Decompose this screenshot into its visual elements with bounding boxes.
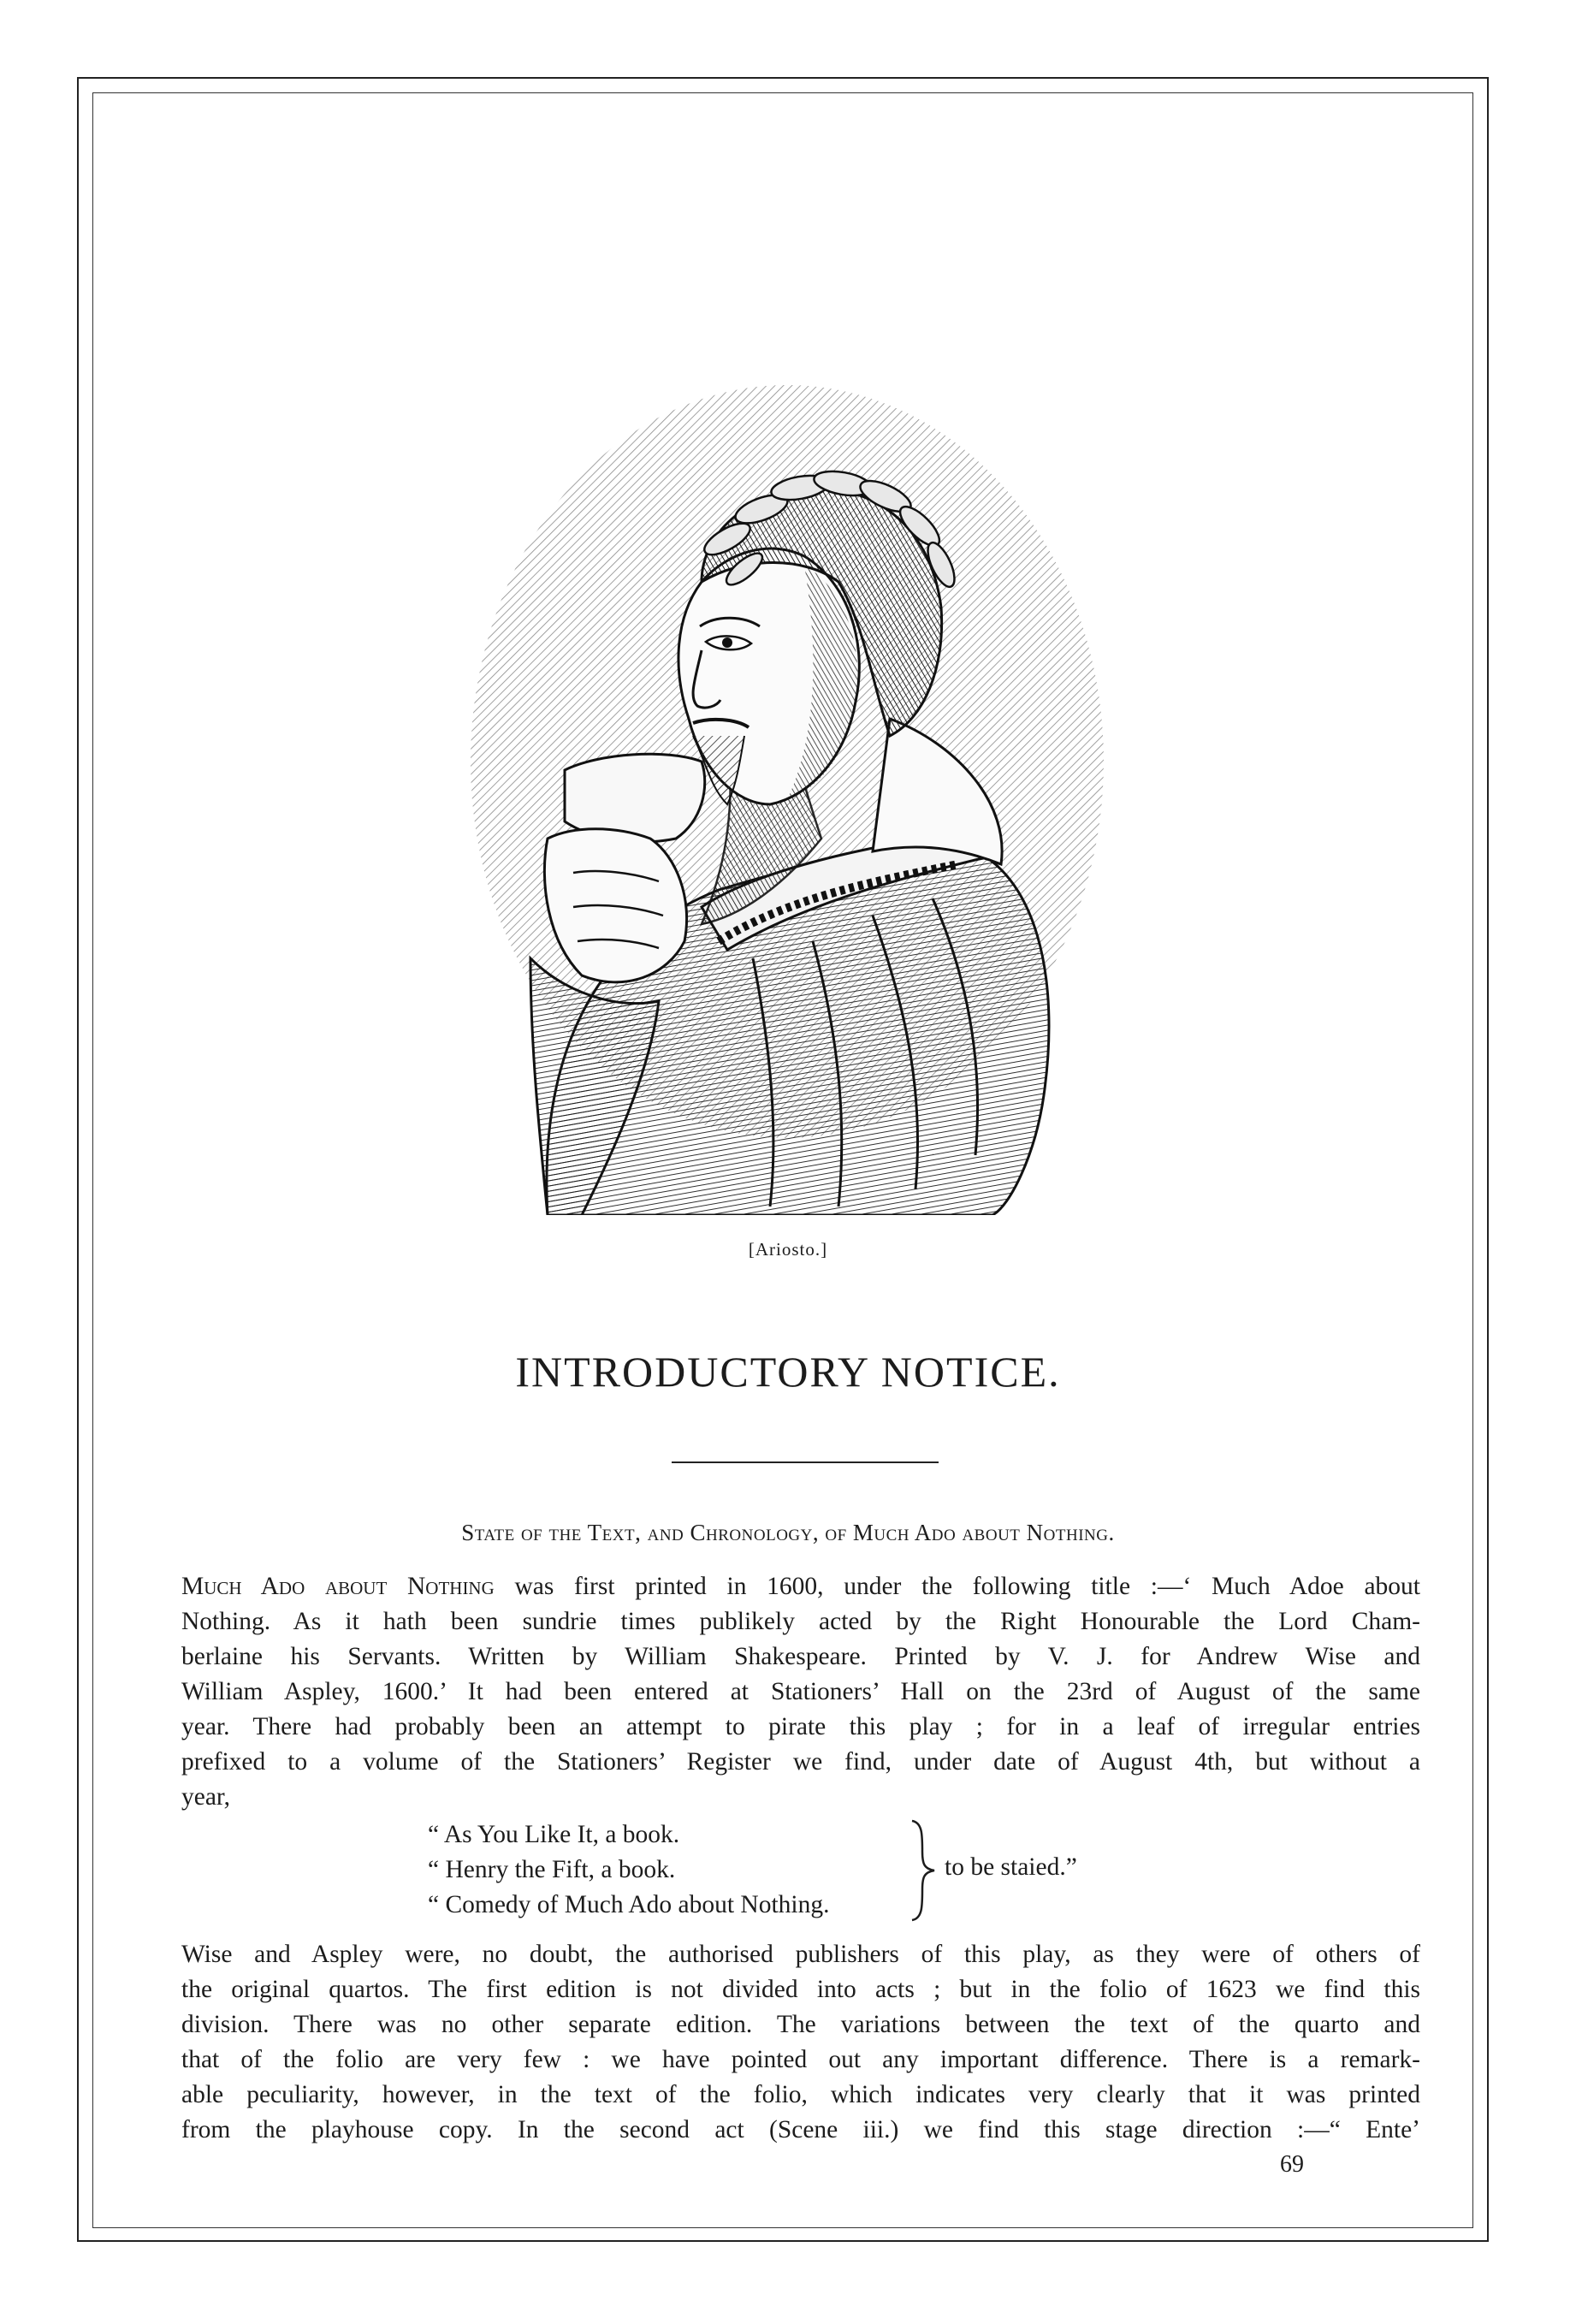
paragraph-2-line: the original quartos. The first edition is not divided into acts ; but in the folio of 1623 we find this	[181, 1976, 1420, 2003]
paragraph-1-line: Nothing. As it hath been sundrie times publikely acted by the Right Honourable the Lord Cham-	[181, 1608, 1420, 1635]
paragraph-1-line-text: was first printed in 1600, under the following title :—‘ Much Adoe about	[494, 1573, 1421, 1600]
paragraph-1	[181, 1569, 1420, 1815]
paragraph-1-line: prefixed to a volume of the Stationers’ Register we find, under date of August 4th, but without a	[181, 1748, 1420, 1776]
paragraph-2	[181, 1937, 1420, 2148]
paragraph-2-line: that of the folio are very few : we have pointed out any important difference. There is a remark-	[181, 2046, 1420, 2073]
paragraph-1-line: berlaine his Servants. Written by William Shakespeare. Printed by V. J. for Andrew Wise and	[181, 1643, 1420, 1670]
page-title: INTRODUCTORY NOTICE.	[515, 1348, 1061, 1396]
right-brace-icon	[907, 1817, 941, 1924]
paragraph-1-lead-smallcaps: Much Ado about Nothing	[181, 1573, 495, 1600]
section-heading: State of the Text, and Chronology, of Much Ado about Nothing.	[461, 1520, 1115, 1545]
paragraph-2-line: able peculiarity, however, in the text of the folio, which indicates very clearly that it was printed	[181, 2081, 1420, 2108]
paragraph-1-line: year,	[181, 1783, 230, 1811]
title-rule-divider	[672, 1461, 939, 1463]
register-entry: “ Henry the Fift, a book.	[428, 1856, 676, 1883]
paragraph-2-line: Wise and Aspley were, no doubt, the authorised publishers of this play, as they were of others of	[181, 1941, 1420, 1968]
portrait-caption: [Ariosto.]	[748, 1239, 828, 1260]
paragraph-2-line: from the playhouse copy. In the second act (Scene iii.) we find this stage direction :—“ Enteʼ	[181, 2116, 1420, 2143]
paragraph-1-line: year. There had probably been an attempt to pirate this play ; for in a leaf of irregular entries	[181, 1713, 1420, 1740]
paragraph-1-line	[181, 1569, 1420, 1604]
page-number: 69	[1280, 2151, 1304, 2178]
register-entry: “ Comedy of Much Ado about Nothing.	[428, 1891, 830, 1918]
register-entry: “ As You Like It, a book.	[428, 1821, 680, 1848]
register-note: to be staied.”	[945, 1853, 1077, 1881]
ariosto-portrait-engraving	[445, 359, 1129, 1215]
paragraph-2-line: division. There was no other separate edition. The variations between the text of the quarto and	[181, 2011, 1420, 2038]
register-entries	[428, 1817, 830, 1923]
paragraph-1-line: William Aspley, 1600.’ It had been entered at Stationers’ Hall on the 23rd of August of the same	[181, 1678, 1420, 1705]
